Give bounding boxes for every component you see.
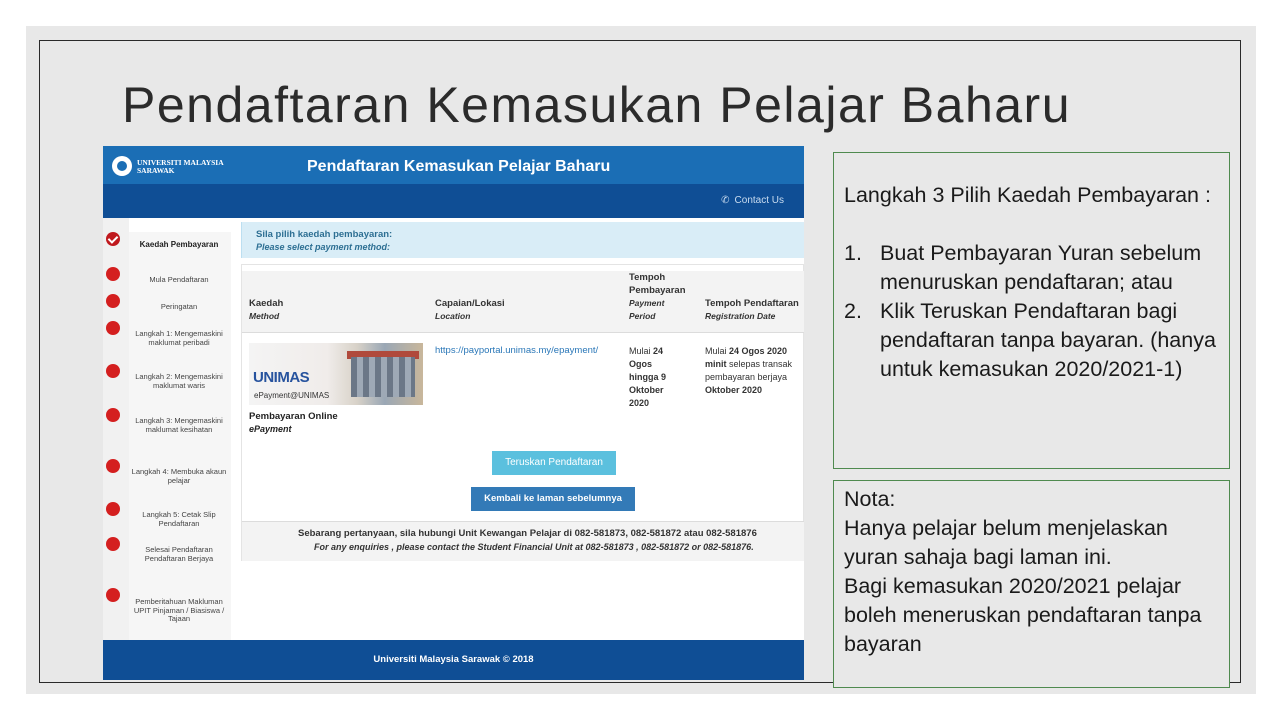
notice-text-en: Please select payment method:: [256, 242, 391, 252]
table-header: [242, 271, 804, 333]
reg-text-4: Oktober 2020: [705, 385, 763, 395]
sidebar-step-langkah-5[interactable]: Langkah 5: Cetak Slip Pendaftaran: [142, 510, 216, 528]
period-text-1: Mulai: [629, 346, 651, 356]
note-heading: Nota:: [844, 487, 896, 511]
reg-text-2: selepas transak: [729, 359, 793, 369]
slide-title: Pendaftaran Kemasukan Pelajar Baharu: [122, 77, 1072, 133]
period-text-2: Ogos: [629, 359, 653, 369]
notice-text-ms: Sila pilih kaedah pembayaran:: [256, 229, 393, 240]
back-button[interactable]: Kembali ke laman sebelumnya: [471, 487, 635, 511]
step-pending-dot-icon: [106, 364, 120, 378]
epayment-logo-tag: ePayment@UNIMAS: [254, 391, 330, 400]
col-method-label-en: Method: [249, 311, 280, 321]
instruction-heading: Langkah 3 Pilih Kaedah Pembayaran :: [844, 183, 1211, 207]
instruction-item: [844, 297, 1224, 384]
step-sidebar: [129, 232, 231, 640]
university-logo-text: [137, 159, 224, 174]
method-name: Pembayaran Online: [249, 411, 338, 422]
logo-line-2: SARAWAK: [137, 165, 175, 175]
unimas-logo: UNIMAS: [253, 369, 310, 386]
col-registration-label-en: Registration Date: [705, 311, 776, 321]
sidebar-step-mula-pendaftaran[interactable]: Mula Pendaftaran: [149, 275, 209, 284]
instruction-box: [833, 152, 1230, 469]
sidebar-step-langkah-2[interactable]: Langkah 2: Mengemaskini maklumat waris: [135, 372, 223, 390]
period-text-5: 2020: [629, 398, 650, 408]
col-period-label-2: Pembayaran: [629, 285, 686, 296]
sidebar-step-pemberitahuan[interactable]: Pemberitahuan Makluman UPIT Pinjaman / Biasiswa / Tajaan: [133, 597, 225, 623]
step-pending-dot-icon: [106, 321, 120, 335]
method-name-en: ePayment: [249, 424, 292, 434]
payment-period-cell: [629, 345, 666, 410]
period-text-4: Oktober: [629, 385, 664, 395]
col-location-label: Capaian/Lokasi: [435, 298, 505, 309]
reg-text-1b: 24 Ogos 2020: [729, 346, 788, 356]
col-period-header: [629, 271, 686, 323]
col-location-label-en: Location: [435, 311, 471, 321]
sidebar-step-peringatan[interactable]: Peringatan: [160, 302, 198, 311]
instruction-number: 2.: [844, 299, 862, 323]
step-pending-dot-icon: [106, 459, 120, 473]
sidebar-step-kaedah-pembayaran[interactable]: Kaedah Pembayaran: [139, 240, 219, 249]
period-text-1b: 24: [653, 346, 664, 356]
epayment-portal-link[interactable]: https://payportal.unimas.my/epayment/: [435, 345, 599, 356]
step-indicator-strip: [103, 218, 129, 640]
step-pending-dot-icon: [106, 267, 120, 281]
instruction-number: 1.: [844, 241, 862, 265]
col-registration-header: [705, 297, 799, 323]
reg-text-2b: minit: [705, 359, 727, 369]
enquiry-footer: [242, 521, 804, 561]
step-pending-dot-icon: [106, 294, 120, 308]
col-method-label: Kaedah: [249, 298, 284, 309]
step-pending-dot-icon: [106, 502, 120, 516]
instruction-text: Buat Pembayaran Yuran sebelum menuruskan pendaftaran; atau: [880, 241, 1202, 294]
enquiry-text-ms: Sebarang pertanyaan, sila hubungi Unit Kewangan Pelajar di 082-581873, 082-581872 atau 082-581876: [298, 528, 757, 539]
logo-line-1: UNIVERSITI MALAYSIA: [137, 158, 224, 167]
university-logo-icon: [112, 156, 132, 176]
site-subbar: [103, 184, 804, 218]
reg-text-3: pembayaran berjaya: [705, 372, 788, 382]
note-box: [833, 480, 1230, 688]
reg-text-1: Mulai: [705, 346, 727, 356]
step-pending-dot-icon: [106, 537, 120, 551]
step-pending-dot-icon: [106, 588, 120, 602]
copyright-text: Universiti Malaysia Sarawak © 2018: [373, 654, 534, 665]
enquiry-text-en: For any enquiries , please contact the Student Financial Unit at 082-581873 , 082-581872 or 082-581876.: [314, 542, 754, 552]
sidebar-step-langkah-1[interactable]: Langkah 1: Mengemaskini maklumat peribadi: [135, 329, 223, 347]
payment-notice: [241, 222, 804, 258]
sidebar-step-langkah-3[interactable]: Langkah 3: Mengemaskini maklumat kesihatan: [135, 416, 223, 434]
continue-registration-button[interactable]: Teruskan Pendaftaran: [492, 451, 616, 475]
col-method-header: [249, 297, 283, 323]
sidebar-step-selesai[interactable]: Selesai Pendaftaran Pendaftaran Berjaya: [144, 545, 214, 563]
embedded-screenshot: [103, 146, 804, 680]
site-title: Pendaftaran Kemasukan Pelajar Baharu: [307, 158, 611, 175]
site-footer: [103, 640, 804, 680]
period-text-3: hingga 9: [629, 372, 667, 382]
step-done-check-icon: [106, 232, 120, 246]
col-period-label-en-1: Payment: [629, 298, 665, 308]
col-registration-label: Tempoh Pendaftaran: [705, 298, 799, 309]
registration-date-cell: [705, 345, 792, 397]
contact-us-link[interactable]: [721, 195, 784, 206]
building-image: [351, 357, 415, 397]
contact-us-label: Contact Us: [734, 195, 784, 206]
epayment-option-image[interactable]: [249, 343, 423, 405]
instruction-item: [844, 239, 1224, 297]
note-content: [844, 485, 1224, 659]
note-line-2: Bagi kemasukan 2020/2021 pelajar boleh meneruskan pendaftaran tanpa bayaran: [844, 574, 1202, 656]
phone-icon: ✆: [721, 195, 730, 206]
col-location-header: [435, 297, 505, 323]
sidebar-step-langkah-4[interactable]: Langkah 4: Membuka akaun pelajar: [131, 467, 227, 485]
col-period-label-en-2: Period: [629, 311, 656, 321]
instruction-text: Klik Teruskan Pendaftaran bagi pendaftaran tanpa bayaran. (hanya untuk kemasukan 2020/2021-1): [880, 299, 1216, 381]
site-header: [103, 146, 804, 184]
step-pending-dot-icon: [106, 408, 120, 422]
payment-method-panel: [241, 264, 804, 561]
col-period-label-1: Tempoh: [629, 272, 666, 283]
main-content: [241, 218, 804, 640]
note-line-1: Hanya pelajar belum menjelaskan yuran sahaja bagi laman ini.: [844, 516, 1168, 569]
instruction-list: [844, 239, 1224, 384]
